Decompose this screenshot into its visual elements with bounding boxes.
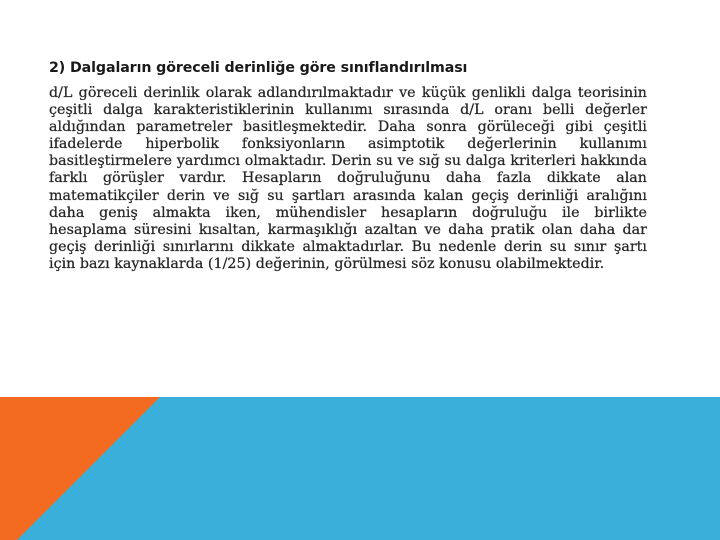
section-heading: 2) Dalgaların göreceli derinliğe göre sınıflandırılması <box>49 60 468 76</box>
scanned-text-image <box>49 58 647 308</box>
decorative-footer-band <box>0 397 720 540</box>
footer-graphic <box>0 397 720 540</box>
body-paragraph: d/L göreceli derinlik olarak adlandırılmaktadır ve küçük genlikli dalga teorisinin çeşitli dalga karakteristiklerinin kullanımı sırasında d/L oranı belli değerler aldığından parametreler basitleşmektedir. Daha sonra görüleceği gibi çeşitli ifadelerde hiperbolik fonksiyonların asimptotik değerlerinin kullanımı basitleştirmelere yardımcı olmaktadır. Derin su ve sığ su dalga kriterleri hakkında farklı görüşler vardır. Hesapların doğruluğunu daha fazla dikkate alan matematikçiler derin ve sığ su şartları arasında kalan geçiş derinliği aralığını daha geniş almakta iken, mühendisler hesapların doğruluğu ile birlikte hesaplama süresini kısaltan, karmaşıklığı azaltan ve daha pratik olan daha dar geçiş derinliği sınırlarını dikkate almaktadırlar. Bu nedenle derin su sınır şartı için bazı kaynaklarda (1/25) değerinin, görülmesi söz konusu olabilmektedir. <box>49 85 647 272</box>
